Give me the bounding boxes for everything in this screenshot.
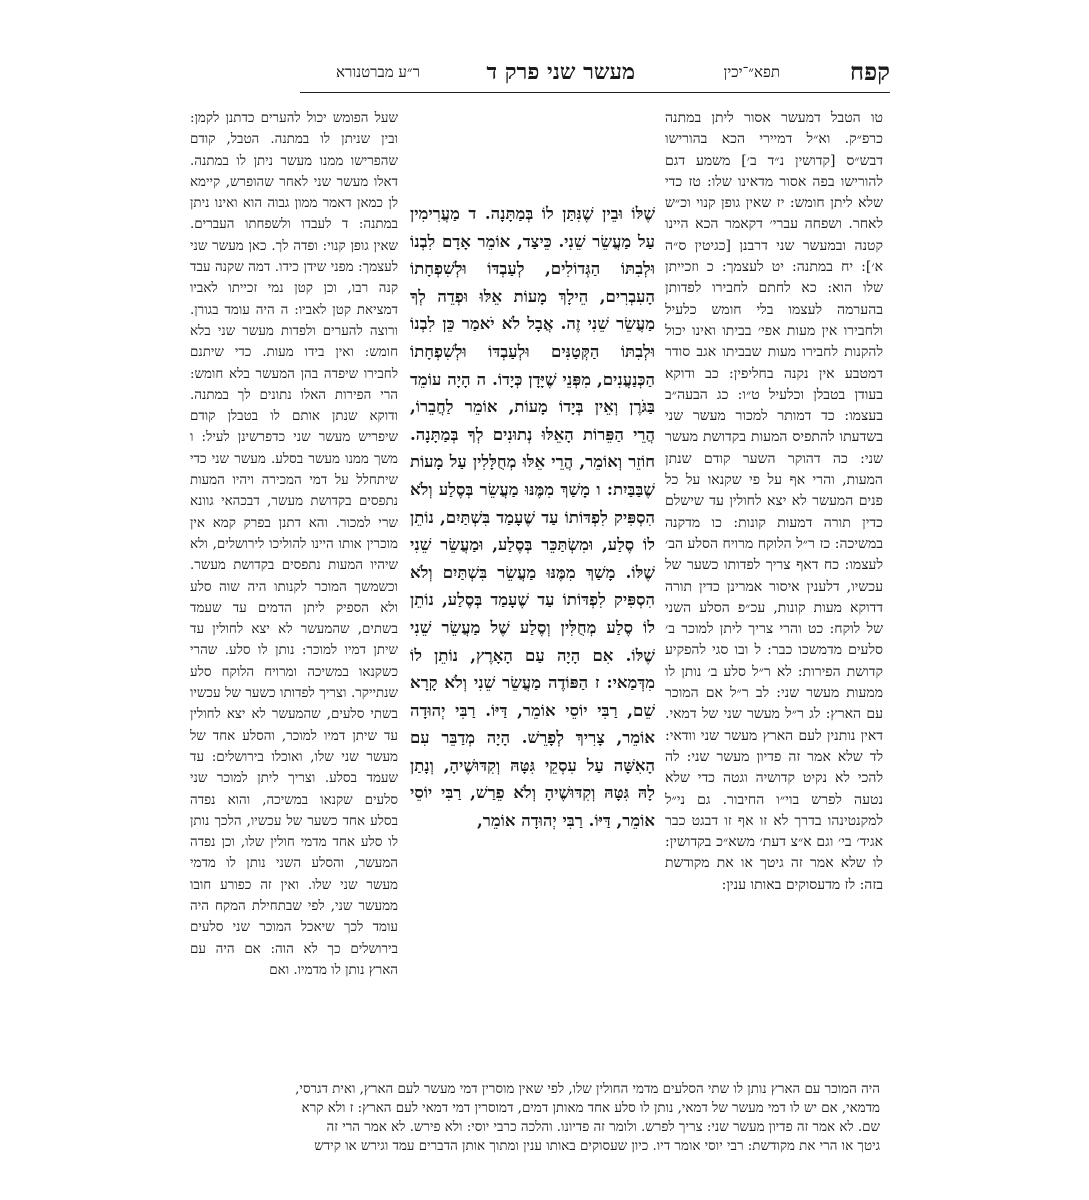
commentary-line: היה המוכר עם הארץ נותן לו שתי הסלעים מדמי החולין שלו, לפי שאין מוסרין דמי מעשר לעם הארץ, ואית דגרסי, xyxy=(295,1082,880,1097)
header-reference: תפא״־יכין xyxy=(723,63,780,81)
page-number: קפח xyxy=(849,57,890,86)
mishnah-text: שֶׁלּוֹ וּבֵין שֶׁנִּתַּן לוֹ בְּמַתָּנָה. ד מַעֲרִימִין עַל מַעֲשֵׂר שֵׁנִי. כֵּיצַד, אוֹמֵר אָדָם לִבְנוֹ וּלְבִתּוֹ הַגְּדוֹלִים, לְעַבְדּוֹ וּלְשִׁפְחָתוֹ הָעִבְרִים, הֵילָךְ מָעוֹת אֵלּוּ וּפְדֵה לְךָ מַעֲשֵׂר שֵׁנִי זֶה. אֲבָל לֹא יֹאמַר כֵּן לִבְנוֹ וּלְבִתּוֹ הַקְּטַנִּים וּלְעַבְדּוֹ וּלְשִׁפְחָתוֹ הַכְּנַעֲנִים, מִפְּנֵי שֶׁיָּדָן כְּיָדוֹ. ה הָיָה עוֹמֵד בַּגֹּרֶן וְאֵין בְּיָדוֹ מָעוֹת, אוֹמֵר לַחֲבֵרוֹ, הֲרֵי הַפֵּרוֹת הָאֵלּוּ נְתוּנִים לְךָ בְּמַתָּנָה. חוֹזֵר וְאוֹמֵר, הֲרֵי אֵלּוּ מְחֻלָּלִין עַל מָעוֹת שֶׁבַּבַּיִת: ו מָשַׁךְ מִמֶּנּוּ מַעֲשֵׂר בְּסֶלַע וְלֹא הִסְפִּיק לִפְדּוֹתוֹ עַד שֶׁעָמַד בִּשְׁתַּיִם, נוֹתֵן לוֹ סֶלַע, וּמִשְׂתַּכֵּר בְּסֶלַע, וּמַעֲשֵׂר שֵׁנִי שֶׁלּוֹ. מָשַׁךְ מִמֶּנּוּ מַעֲשֵׂר בִּשְׁתַּיִם וְלֹא הִסְפִּיק לִפְדּוֹתוֹ עַד שֶׁעָמַד בְּסֶלַע, נוֹתֵן לוֹ סֶלַע מְחֻלִּין וְסֶלַע שֶׁל מַעֲשֵׂר שֵׁנִי שֶׁלּוֹ. אִם הָיָה עַם הָאָרֶץ, נוֹתֵן לוֹ מִדְּמַאי: ז הַפּוֹדֶה מַעֲשֵׂר שֵׁנִי וְלֹא קָרָא שֵׁם, רַבִּי יוֹסֵי אוֹמֵר, דַּיּוֹ. רַבִּי יְהוּדָה אוֹמֵר, צָרִיךְ לְפָרֵשׁ. הָיָה מְדַבֵּר עִם הָאִשָּׁה עַל עִסְקֵי גִּטָּהּ וְקִדּוּשֶׁיהָ, וְנָתַן לָהּ גִּטָּהּ וְקִדּוּשֶׁיהָ וְלֹא פֵרַשׁ, רַבִּי יוֹסֵי אוֹמֵר, דַּיּוֹ. רַבִּי יְהוּדָה אוֹמֵר, xyxy=(410,204,655,831)
commentator-name: ר״ע מברטנורא xyxy=(336,63,420,81)
commentary-line: שם. לא אמר זה פדיון מעשר שני: צריך לפרש. ולומר זה פדיונו. והלכה כרבי יוסי: ולא פירש. לא אמר הרי זה xyxy=(326,1120,880,1135)
page-header xyxy=(300,56,890,93)
commentary-line: מדמאי, אם יש לו דמי מעשר של דמאי, נותן לו סלע אחד מאותן דמים, דמוסרין דמי דמאי לעם הארץ: ז ולא קרא xyxy=(301,1101,880,1116)
tiferet-yisrael-commentary: טו הטבל דמעשר אסור ליתן במתנה כרפ״ק. וא״ל דמיירי הכא בהורישו דבש״ס [קדושין נ״ד ב׳] משמע דגם להורישו בפה אסור מדאינו שלו: טז כדי שלא ליתן חומש: יז שאין גופן קנוי וכ״ש לאחר. ושפחה עברי׳ דקאמר הכא היינו קטנה ובמעשר שני דרבנן [כגיטין ס״ה א׳]: יח במתנה: יט לעצמך: כ וזכייתן שלו הוא: כא לחתם לחבירו לפדותן בהערמה לעצמו בלי חומש כלעיל ולחבירו אין מעות אפי׳ בביתו ואינו יכול להקנות לחבירו מעות שבביתו אגב סודר דמטבע אין נקנה בחליפין: כב ודוקא בעודן בטבלן וכלעיל ט״ו: כג הבעה״ב בעצמו: כד דמותר למכור מעשר שני בשדעתו להתפיס המעות בקדושת מעשר שני: כה דהוקר השער קודם שנתן המעות, והרי אף על פי שקנאו על כל פנים המעשר לא יצא לחולין עד שישלם כדין תורה דמעות קונות: כו מדקנה במשיכה: כז ר״ל הלוקח מרויח הסלע הב׳ לעצמו: כח דאף צריך לפדותו כשער של עכשיו, דלענין איסור אמרינן כדין תורה דדוקא מעות קונות, עכ״פ הסלע השני של לוקח: כט והרי צריך ליתן למוכר ב׳ סלעים מדמשכו כבר: ל ובו סגי להפקיע קדושת הפירות: לא ר״ל סלע ב׳ נותן לו ממעות מעשר שני: לב ר״ל אם המוכר עם הארץ: לג ר״ל מעשר שני של דמאי. דאין נותנין לעם הארץ מעשר שני וודאי: לד שלא אמר זה פדיון מעשר שני: לה להכי לא נקיט קדושיה וגטה כדי שלא נטעה לפרש בוי״ו החיבור. גם ני״ל למקנטינהו בדרך לא זו אף זו דבגט כבר אגיד׳ בי׳ וגם א״צ דעת׳ משא״כ בקדושין: לו שלא אמר זה גיטך או את מקודשת בזה: לז מדעסוקים באותו ענין: xyxy=(665,110,883,893)
chapter-title: מעשר שני פרק ד xyxy=(486,59,635,85)
bartenura-continuation xyxy=(150,1080,880,1160)
bartenura-commentary: שעל הפומש יכול להערים כדתנן לקמן: ובין שניתן לו במתנה. הטבל, קודם שהפרישו ממנו מעשר ניתן לו במתנה. דאלו מעשר שני לאחר שהופרש, קיימא לן כמאן דאמר ממון גבוה הוא ואינו ניתן במתנה: ד לעבדו ולשפחתו העברים. שאין גופן קנוי: ופדה לך. כאן מעשר שני לעצמך: מפני שידן כידו. דמה שקנה עבד קנה רבו, וכן קטן נמי זכייתו לאביו דמציאת קטן לאביו: ה היה עומד בגורן. ורוצה להערים ולפדות מעשר שני בלא חומש: ואין בידו מעות. כדי שיתנם לחבירו שיפדה בהן המעשר בלא חומש: הרי הפירות האלו נתונים לך במתנה. ודוקא שנתן אותם לו בטבלן קודם שיפריש מעשר שני כדפרשינן לעיל: ו משך ממנו מעשר בסלע. מעשר שני כדי שיתחלל על דמי המכירה ויהיו המעות נתפסים בקדושת מעשר, דבכהאי גוונא שרי למכור. והא דתנן בפרק קמא אין מוכרין אותו היינו להוליכו לירושלים, ולא שיהיו המעות נתפסים בקדושת מעשר. וכשמשך המוכר לקנותו היה שוה סלע ולא הספיק ליתן הדמים עד שעמד בשתים, שהמעשר לא יצא לחולין עד שיתן דמיו למוכר: נותן לו סלע. שהרי כשקנאו במשיכה ומרויח הלוקח סלע שנתייקר. וצריך לפדותו כשער של עכשיו בשתי סלעים, שהמעשר לא יצא לחולין עד שיתן דמיו למוכר, והסלע אחד של מעשר שני שלו, ואוכלו בירושלים: עד שעמד בסלע. וצריך ליתן למוכר שני סלעים שקנאו במשיכה, והוא נפדה בסלע אחד כשער של עכשיו, הלכך נותן לו סלע אחד מדמי חולין שלו, וכן נפדה המעשר, והסלע השני נותן לו מדמי מעשר שני שלו. ואין זה כפורע חובו ממעשר שני, לפי שבתחילת המקח היה עומד לכך שיאכל המוכר שני סלעים בירושלים כך לא הוה: אם היה עם הארץ נותן לו מדמיו. ואם xyxy=(190,111,398,978)
commentary-line: גיטך או הרי את מקודשת: רבי יוסי אומר דיו. כיון שעסוקים באותו ענין ומתוך אותן הדברים עמד וגירש או קידש xyxy=(314,1139,880,1154)
